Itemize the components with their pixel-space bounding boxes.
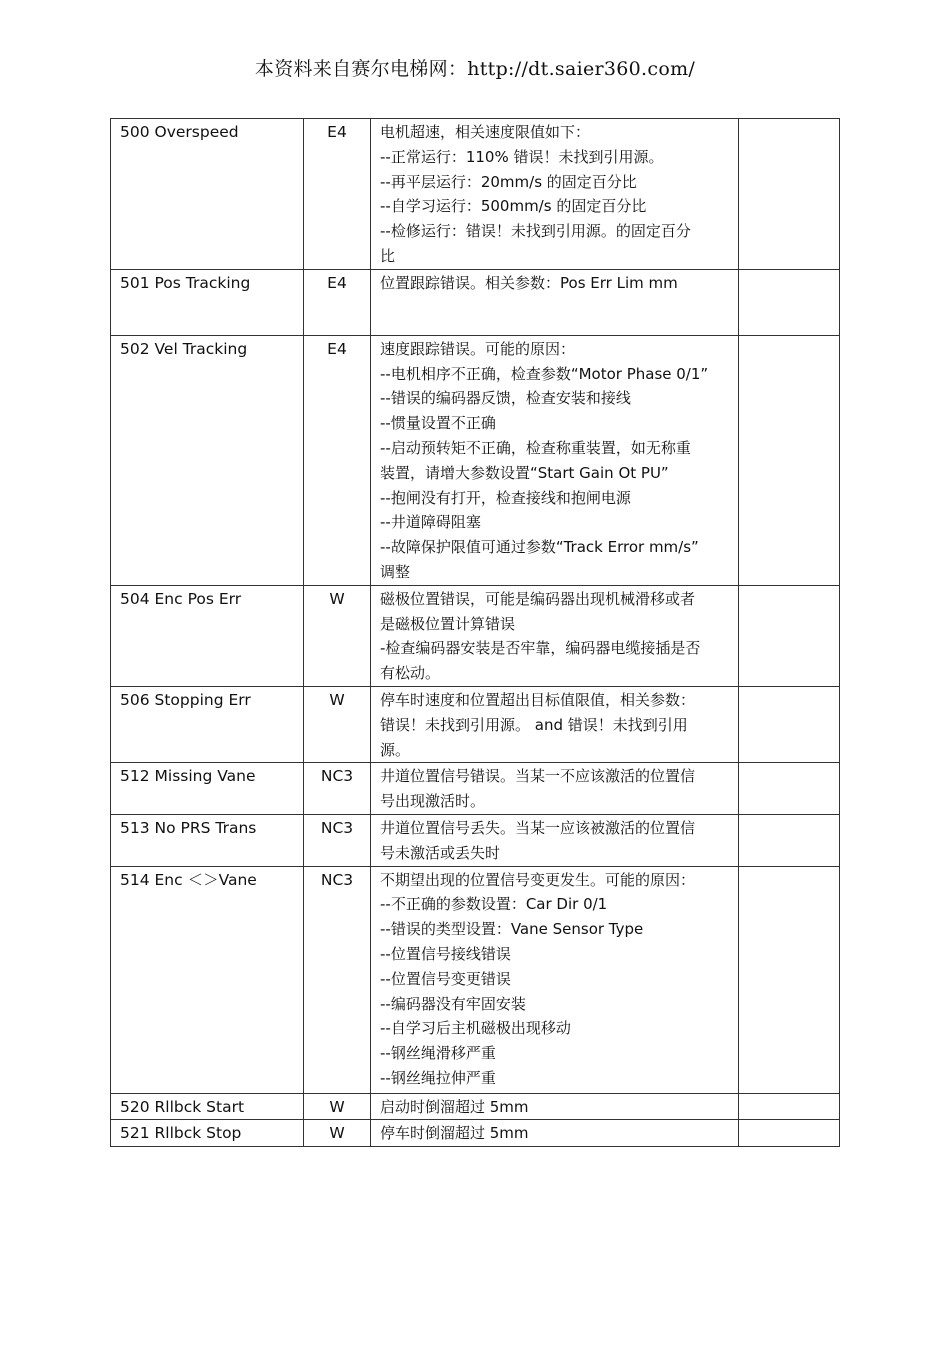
fault-description (371, 335, 739, 585)
description-line: --位置信号接线错误 (380, 944, 511, 963)
description-line: 号未激活或丢失时 (380, 843, 501, 862)
description-line: --惯量设置不正确 (380, 414, 496, 433)
description-line: 源。 (380, 740, 411, 759)
fault-description (371, 585, 739, 686)
fault-severity: W (304, 1093, 371, 1120)
description-line: 井道位置信号错误。当某一不应该激活的位置信 (380, 767, 696, 786)
empty-cell (739, 686, 840, 762)
description-line: 磁极位置错误，可能是编码器出现机械滑移或者 (380, 589, 696, 608)
empty-cell (739, 866, 840, 1093)
fault-severity: NC3 (304, 866, 371, 1093)
fault-code-name: 521 Rllbck Stop (111, 1120, 304, 1147)
description-line: 速度跟踪错误。可能的原因： (380, 339, 576, 358)
fault-description (371, 866, 739, 1093)
table-row (111, 1120, 840, 1147)
description-line: 启动时倒溜超过 5mm (380, 1097, 529, 1116)
fault-severity: W (304, 686, 371, 762)
description-line: 停车时倒溜超过 5mm (380, 1124, 529, 1143)
fault-code-name: 520 Rllbck Start (111, 1093, 304, 1120)
fault-code-name: 504 Enc Pos Err (111, 585, 304, 686)
description-line: 调整 (380, 562, 411, 581)
empty-cell (739, 269, 840, 335)
fault-severity: W (304, 585, 371, 686)
empty-cell (739, 335, 840, 585)
fault-severity: NC3 (304, 763, 371, 815)
description-line: 停车时速度和位置超出目标值限值，相关参数： (380, 690, 696, 709)
fault-code-name: 500 Overspeed (111, 119, 304, 270)
table-row (111, 269, 840, 335)
description-line: --故障保护限值可通过参数“Track Error mm/s” (380, 538, 699, 557)
table-row (111, 1093, 840, 1120)
fault-code-name: 514 Enc ＜＞Vane (111, 866, 304, 1093)
table-row (111, 763, 840, 815)
description-line: 位置跟踪错误。相关参数：Pos Err Lim mm (380, 273, 678, 292)
description-line: --错误的编码器反馈，检查安装和接线 (380, 389, 631, 408)
fault-code-name: 512 Missing Vane (111, 763, 304, 815)
fault-code-name: 513 No PRS Trans (111, 814, 304, 866)
description-line: --自学习运行：500mm/s 的固定百分比 (380, 197, 647, 216)
fault-severity: E4 (304, 119, 371, 270)
page-header-source: 本资料来自赛尔电梯网：http://dt.saier360.com/ (254, 58, 696, 80)
fault-description (371, 686, 739, 762)
description-line: 错误！未找到引用源。 and 错误！未找到引用 (380, 715, 688, 734)
description-line: 是磁极位置计算错误 (380, 614, 516, 633)
description-line: --启动预转矩不正确，检查称重装置，如无称重 (380, 438, 691, 457)
empty-cell (739, 585, 840, 686)
description-line: --正常运行：110% 错误！未找到引用源。 (380, 147, 664, 166)
fault-description (371, 1093, 739, 1120)
description-line: --井道障碍阻塞 (380, 513, 481, 532)
table-row (111, 686, 840, 762)
fault-description (371, 763, 739, 815)
description-line: 有松动。 (380, 664, 441, 683)
description-line: 井道位置信号丢失。当某一应该被激活的位置信 (380, 818, 696, 837)
description-line: --位置信号变更错误 (380, 969, 511, 988)
fault-table-body (111, 119, 840, 1147)
table-row (111, 585, 840, 686)
description-line: --自学习后主机磁极出现移动 (380, 1019, 571, 1038)
empty-cell (739, 1120, 840, 1147)
description-line: 电机超速，相关速度限值如下： (380, 123, 591, 141)
description-line: --不正确的参数设置：Car Dir 0/1 (380, 895, 608, 914)
description-line: 比 (380, 246, 396, 265)
description-line: --错误的类型设置：Vane Sensor Type (380, 920, 644, 939)
empty-cell (739, 119, 840, 270)
fault-code-table (110, 118, 840, 1147)
empty-cell (739, 1093, 840, 1120)
description-line: 号出现激活时。 (380, 792, 486, 811)
description-line: -检查编码器安装是否牢靠，编码器电缆接插是否 (380, 639, 701, 658)
fault-severity: W (304, 1120, 371, 1147)
description-line: --再平层运行：20mm/s 的固定百分比 (380, 172, 637, 191)
fault-description (371, 814, 739, 866)
fault-description (371, 119, 739, 270)
fault-code-name: 502 Vel Tracking (111, 335, 304, 585)
fault-description (371, 1120, 739, 1147)
description-line: --电机相序不正确，检查参数“Motor Phase 0/1” (380, 364, 709, 383)
description-line: --编码器没有牢固安装 (380, 994, 526, 1013)
table-row (111, 119, 840, 270)
description-line: --钢丝绳拉伸严重 (380, 1068, 496, 1087)
fault-severity: NC3 (304, 814, 371, 866)
fault-code-name: 506 Stopping Err (111, 686, 304, 762)
fault-severity: E4 (304, 335, 371, 585)
empty-cell (739, 814, 840, 866)
description-line: 不期望出现的位置信号变更发生。可能的原因： (380, 870, 696, 889)
table-row (111, 814, 840, 866)
fault-code-name: 501 Pos Tracking (111, 269, 304, 335)
table-row (111, 866, 840, 1093)
table-row (111, 335, 840, 585)
description-line: --钢丝绳滑移严重 (380, 1044, 496, 1063)
description-line: --检修运行：错误！未找到引用源。的固定百分 (380, 222, 691, 241)
fault-severity: E4 (304, 269, 371, 335)
empty-cell (739, 763, 840, 815)
description-line: 装置，请增大参数设置“Start Gain Ot PU” (380, 463, 669, 482)
description-line: --抱闸没有打开，检查接线和抱闸电源 (380, 488, 631, 507)
fault-description (371, 269, 739, 335)
